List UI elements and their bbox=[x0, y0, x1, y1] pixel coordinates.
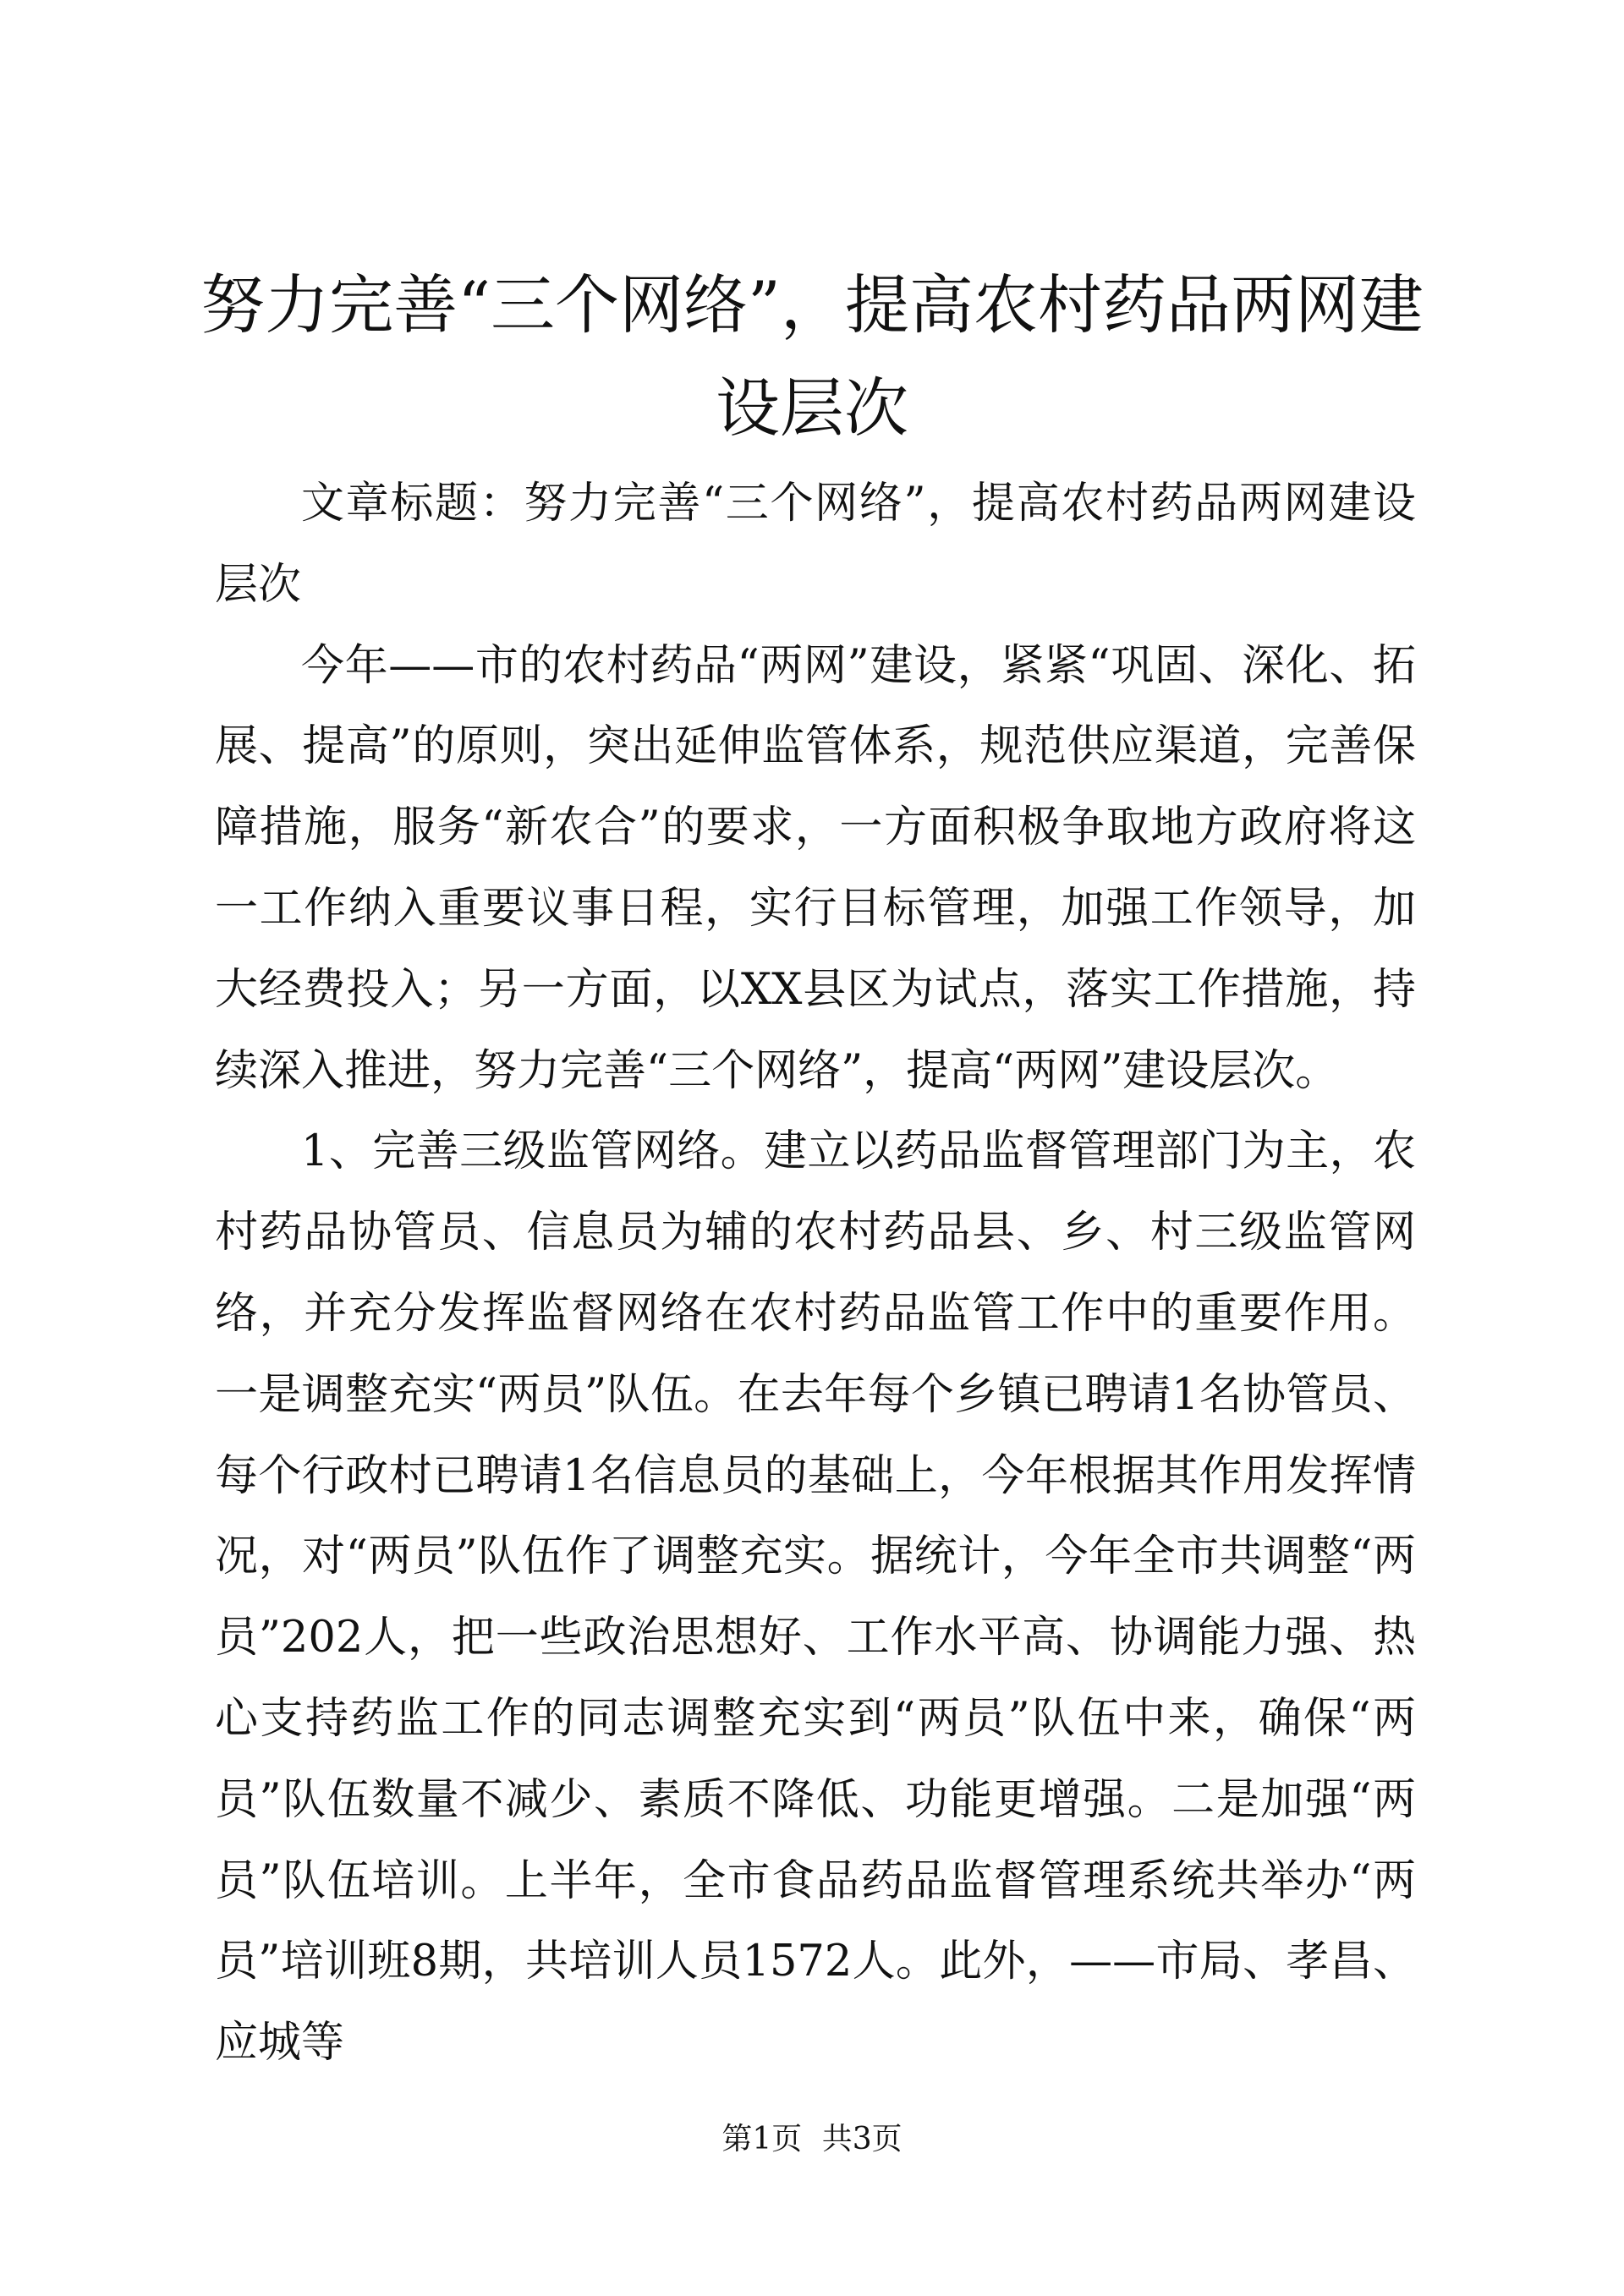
paragraph-section-1: 1、完善三级监管网络。建立以药品监督管理部门为主，农村药品协管员、信息员为辅的农村药品县、乡、村三级监管网络，并充分发挥监督网络在农村药品监管工作中的重要作用。一是调整充实“两员”队伍。在去年每个乡镇已聘请1名协管员、每个行政村已聘请1名信息员的基础上，今年根据其作用发挥情况，对“两员”队伍作了调整充实。据统计，今年全市共调整“两员”202人，把一些政治思想好、工作水平高、协调能力强、热心支持药监工作的同志调整充实到“两员”队伍中来，确保“两员”队伍数量不减少、素质不降低、功能更增强。二是加强“两员”队伍培训。上半年，全市食品药品监督管理系统共举办“两员”培训班8期，共培训人员1572人。此外，——市局、孝昌、应城等 bbox=[215, 1126, 1416, 2069]
paragraph-article-title: 文章标题：努力完善“三个网络”，提高农村药品两网建设层次 bbox=[215, 479, 1416, 610]
document-title-line-2: 设层次 bbox=[716, 370, 908, 446]
document-title-line-1: 努力完善“三个网络”，提高农村药品两网建 bbox=[200, 267, 1424, 342]
paragraph-intro: 今年——市的农村药品“两网”建设，紧紧“巩固、深化、拓展、提高”的原则，突出延伸监管体系，规范供应渠道，完善保障措施，服务“新农合”的要求，一方面积极争取地方政府将这一工作纳入重要议事日程，实行目标管理，加强工作领导，加大经费投入；另一方面，以XX县区为试点，落实工作措施，持续深入推进，努力完善“三个网络”，提高“两网”建设层次。 bbox=[215, 640, 1416, 1096]
document-body bbox=[215, 463, 1416, 2084]
document-title bbox=[195, 254, 1429, 460]
page-number-current: 第1页 bbox=[721, 2122, 803, 2156]
page-number-total: 共3页 bbox=[821, 2122, 903, 2156]
page-footer bbox=[0, 2118, 1624, 2161]
